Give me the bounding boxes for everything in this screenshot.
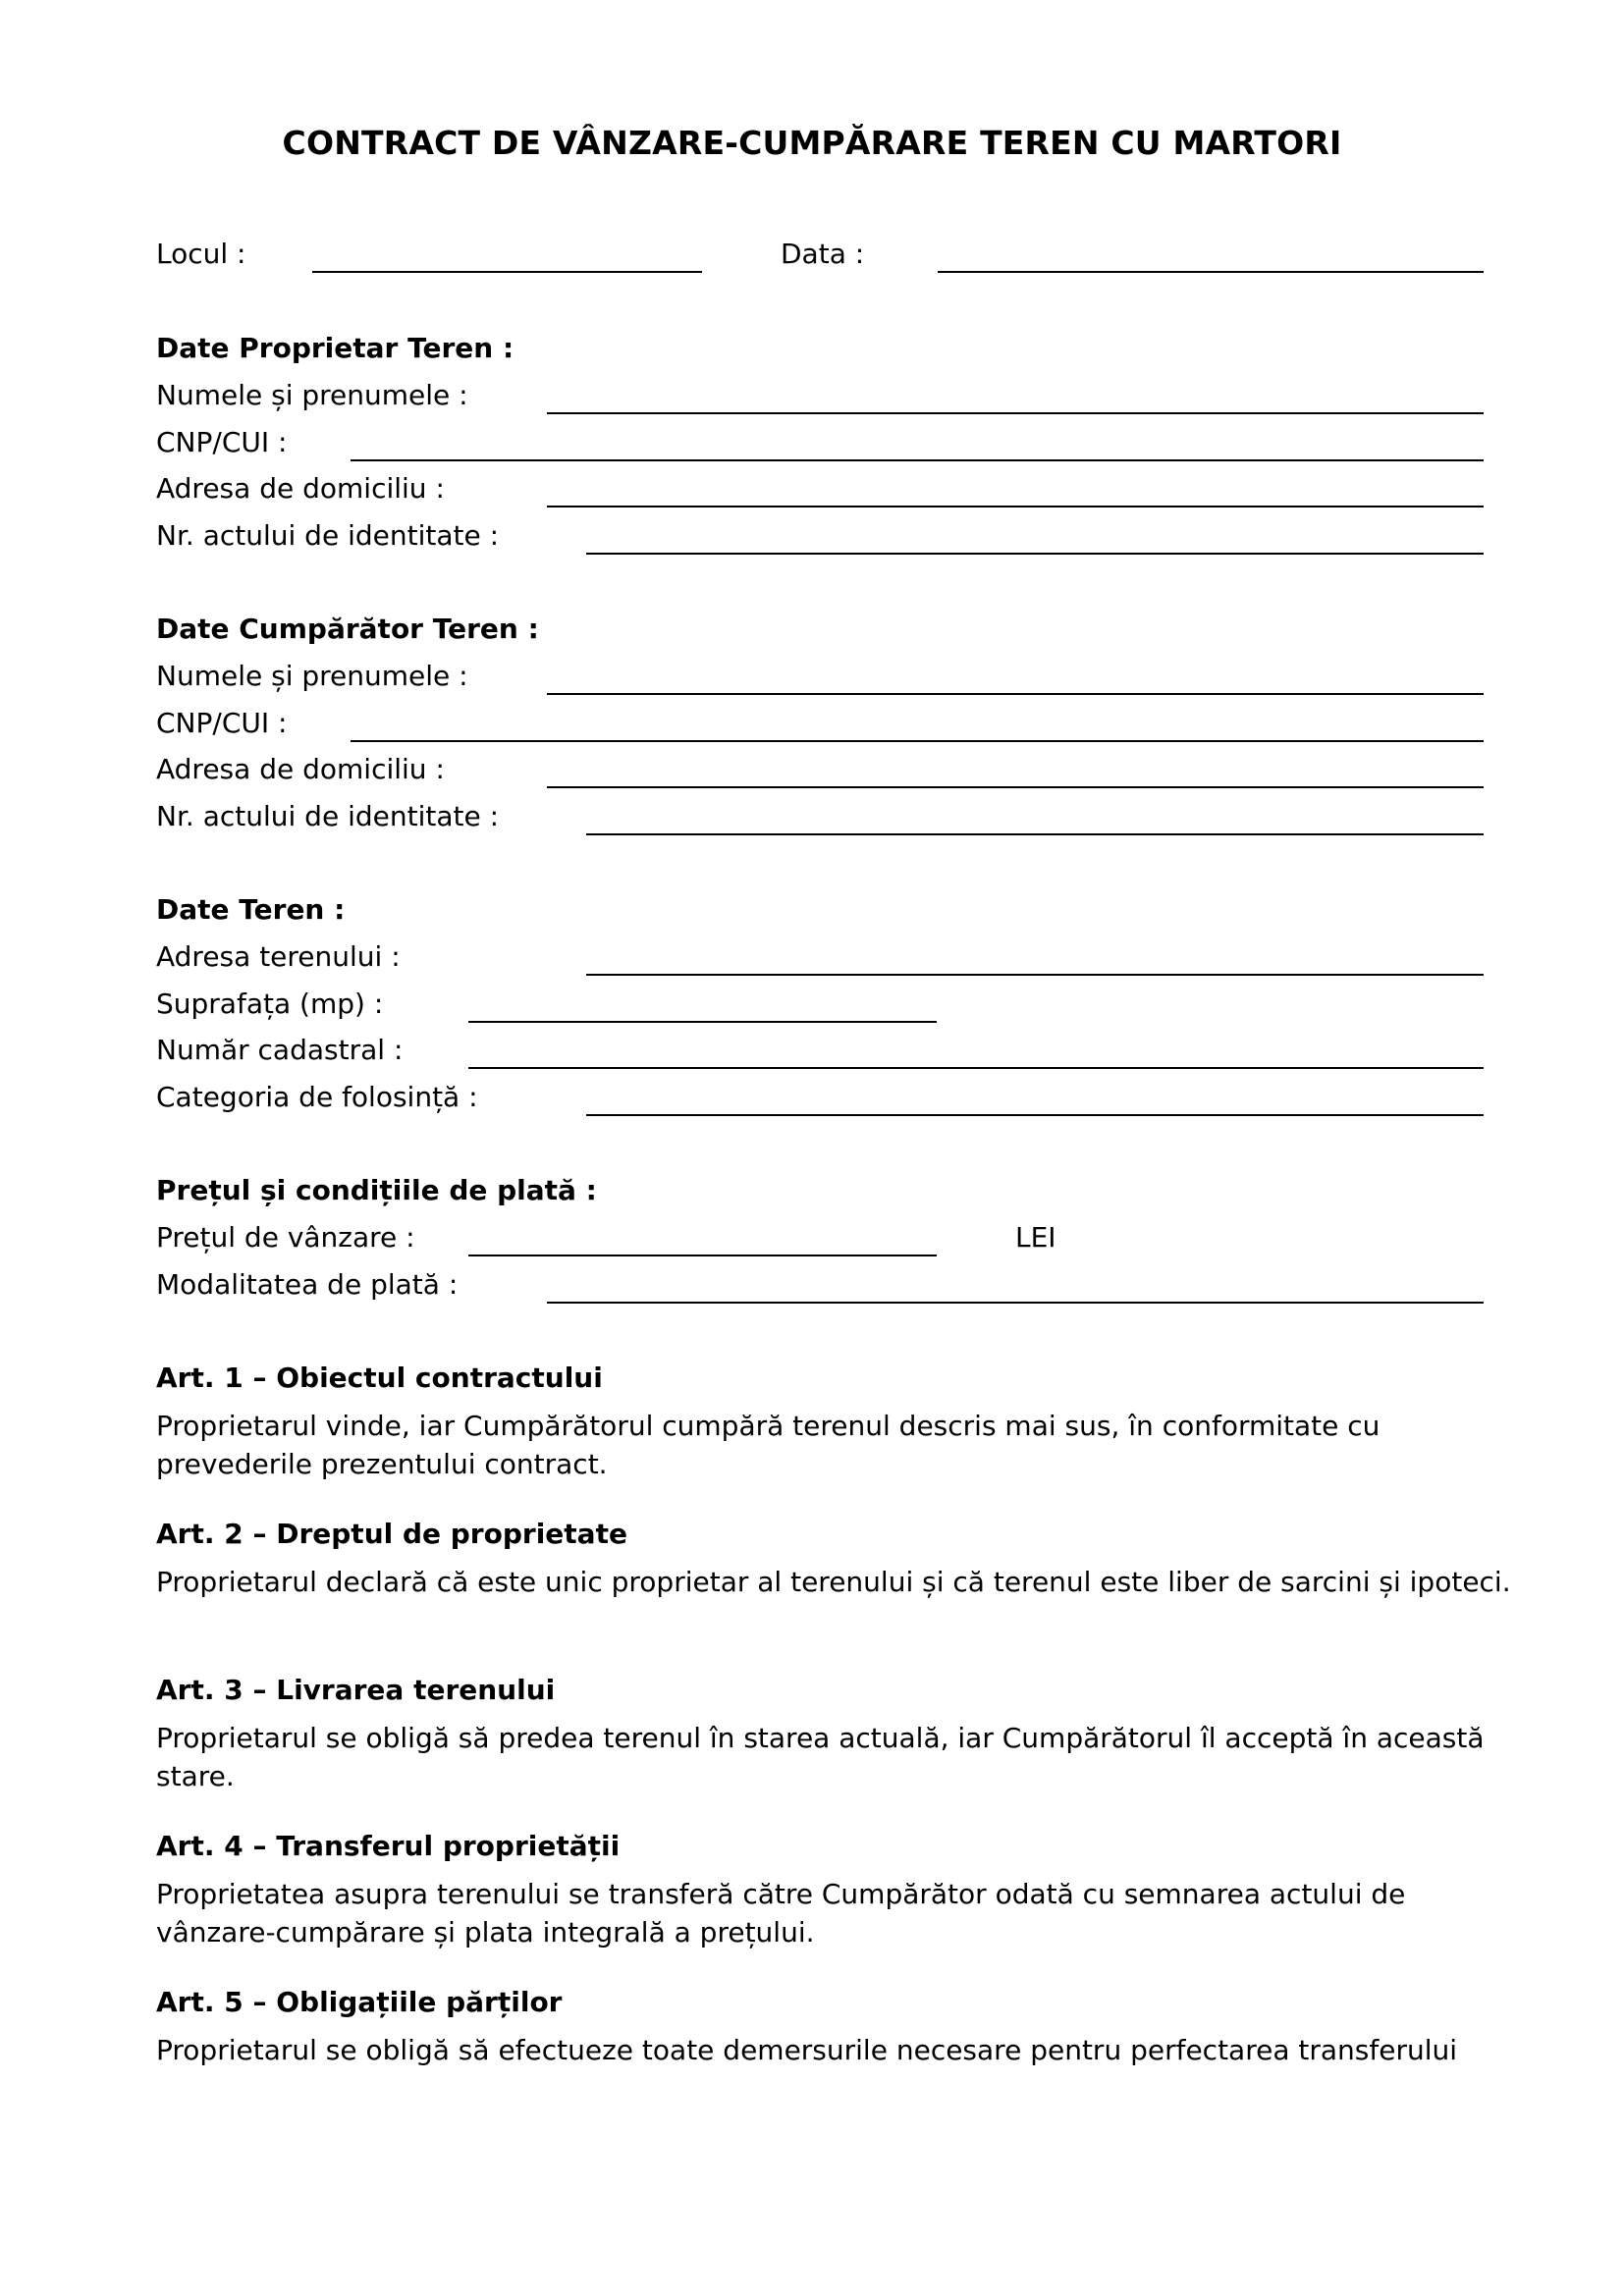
locul-field[interactable]: [312, 271, 702, 273]
proprietar-adresa-field[interactable]: [547, 506, 1484, 507]
cumparator-cnp-label: CNP/CUI :: [156, 707, 288, 739]
pret-vanzare-label: Prețul de vânzare :: [156, 1221, 415, 1254]
cumparator-cnp-field[interactable]: [351, 740, 1484, 742]
currency-label: LEI: [1015, 1221, 1056, 1254]
teren-cadastral-label: Număr cadastral :: [156, 1034, 404, 1066]
cumparator-adresa-label: Adresa de domiciliu :: [156, 753, 445, 785]
pret-heading: Prețul și condițiile de plată :: [156, 1174, 597, 1206]
proprietar-act-label: Nr. actului de identitate :: [156, 519, 500, 552]
article-title: Art. 4 – Transferul proprietății: [156, 1830, 621, 1862]
proprietar-act-field[interactable]: [586, 553, 1484, 555]
proprietar-cnp-label: CNP/CUI :: [156, 426, 288, 458]
proprietar-nume-label: Numele și prenumele :: [156, 379, 468, 411]
teren-suprafata-label: Suprafața (mp) :: [156, 988, 384, 1020]
teren-categoria-field[interactable]: [586, 1114, 1484, 1116]
cumparator-heading: Date Cumpărător Teren :: [156, 613, 539, 645]
data-field[interactable]: [938, 271, 1484, 273]
cumparator-nume-label: Numele și prenumele :: [156, 660, 468, 692]
data-label: Data :: [781, 238, 865, 270]
cumparator-adresa-field[interactable]: [547, 786, 1484, 788]
modalitate-plata-field[interactable]: [547, 1302, 1484, 1304]
cumparator-act-field[interactable]: [586, 833, 1484, 835]
teren-suprafata-field[interactable]: [468, 1021, 937, 1023]
article-text: Proprietarul declară că este unic proprietar al terenului și că terenul este liber de sarcini și ipoteci.: [156, 1566, 1511, 1598]
teren-categoria-label: Categoria de folosință :: [156, 1081, 478, 1113]
document-title: CONTRACT DE VÂNZARE-CUMPĂRARE TEREN CU MARTORI: [282, 124, 1342, 162]
proprietar-nume-field[interactable]: [547, 412, 1484, 414]
article-title: Art. 1 – Obiectul contractului: [156, 1362, 603, 1394]
locul-label: Locul :: [156, 238, 246, 270]
article-text: Proprietarul se obligă să predea terenul în starea actuală, iar Cumpărătorul îl acceptă în această stare.: [156, 1722, 1485, 1792]
proprietar-cnp-field[interactable]: [351, 459, 1484, 461]
teren-adresa-label: Adresa terenului :: [156, 940, 401, 973]
article-text: Proprietarul vinde, iar Cumpărătorul cumpără terenul descris mai sus, în conformitate cu prevederile prezentului contract.: [156, 1410, 1380, 1480]
teren-cadastral-field[interactable]: [468, 1067, 1484, 1069]
cumparator-nume-field[interactable]: [547, 693, 1484, 695]
proprietar-heading: Date Proprietar Teren :: [156, 332, 514, 364]
article-title: Art. 3 – Livrarea terenului: [156, 1674, 556, 1706]
proprietar-adresa-label: Adresa de domiciliu :: [156, 472, 445, 505]
article-title: Art. 2 – Dreptul de proprietate: [156, 1518, 627, 1550]
article-text: Proprietatea asupra terenului se transferă către Cumpărător odată cu semnarea actului de vânzare-cumpărare și plata integrală a prețului.: [156, 1878, 1406, 1949]
article-text: Proprietarul se obligă să efectueze toate demersurile necesare pentru perfectarea transferului: [156, 2034, 1458, 2066]
teren-heading: Date Teren :: [156, 893, 346, 926]
teren-adresa-field[interactable]: [586, 974, 1484, 976]
cumparator-act-label: Nr. actului de identitate :: [156, 800, 500, 832]
pret-vanzare-field[interactable]: [468, 1255, 937, 1256]
modalitate-plata-label: Modalitatea de plată :: [156, 1268, 459, 1301]
article-title: Art. 5 – Obligațiile părților: [156, 1986, 563, 2018]
